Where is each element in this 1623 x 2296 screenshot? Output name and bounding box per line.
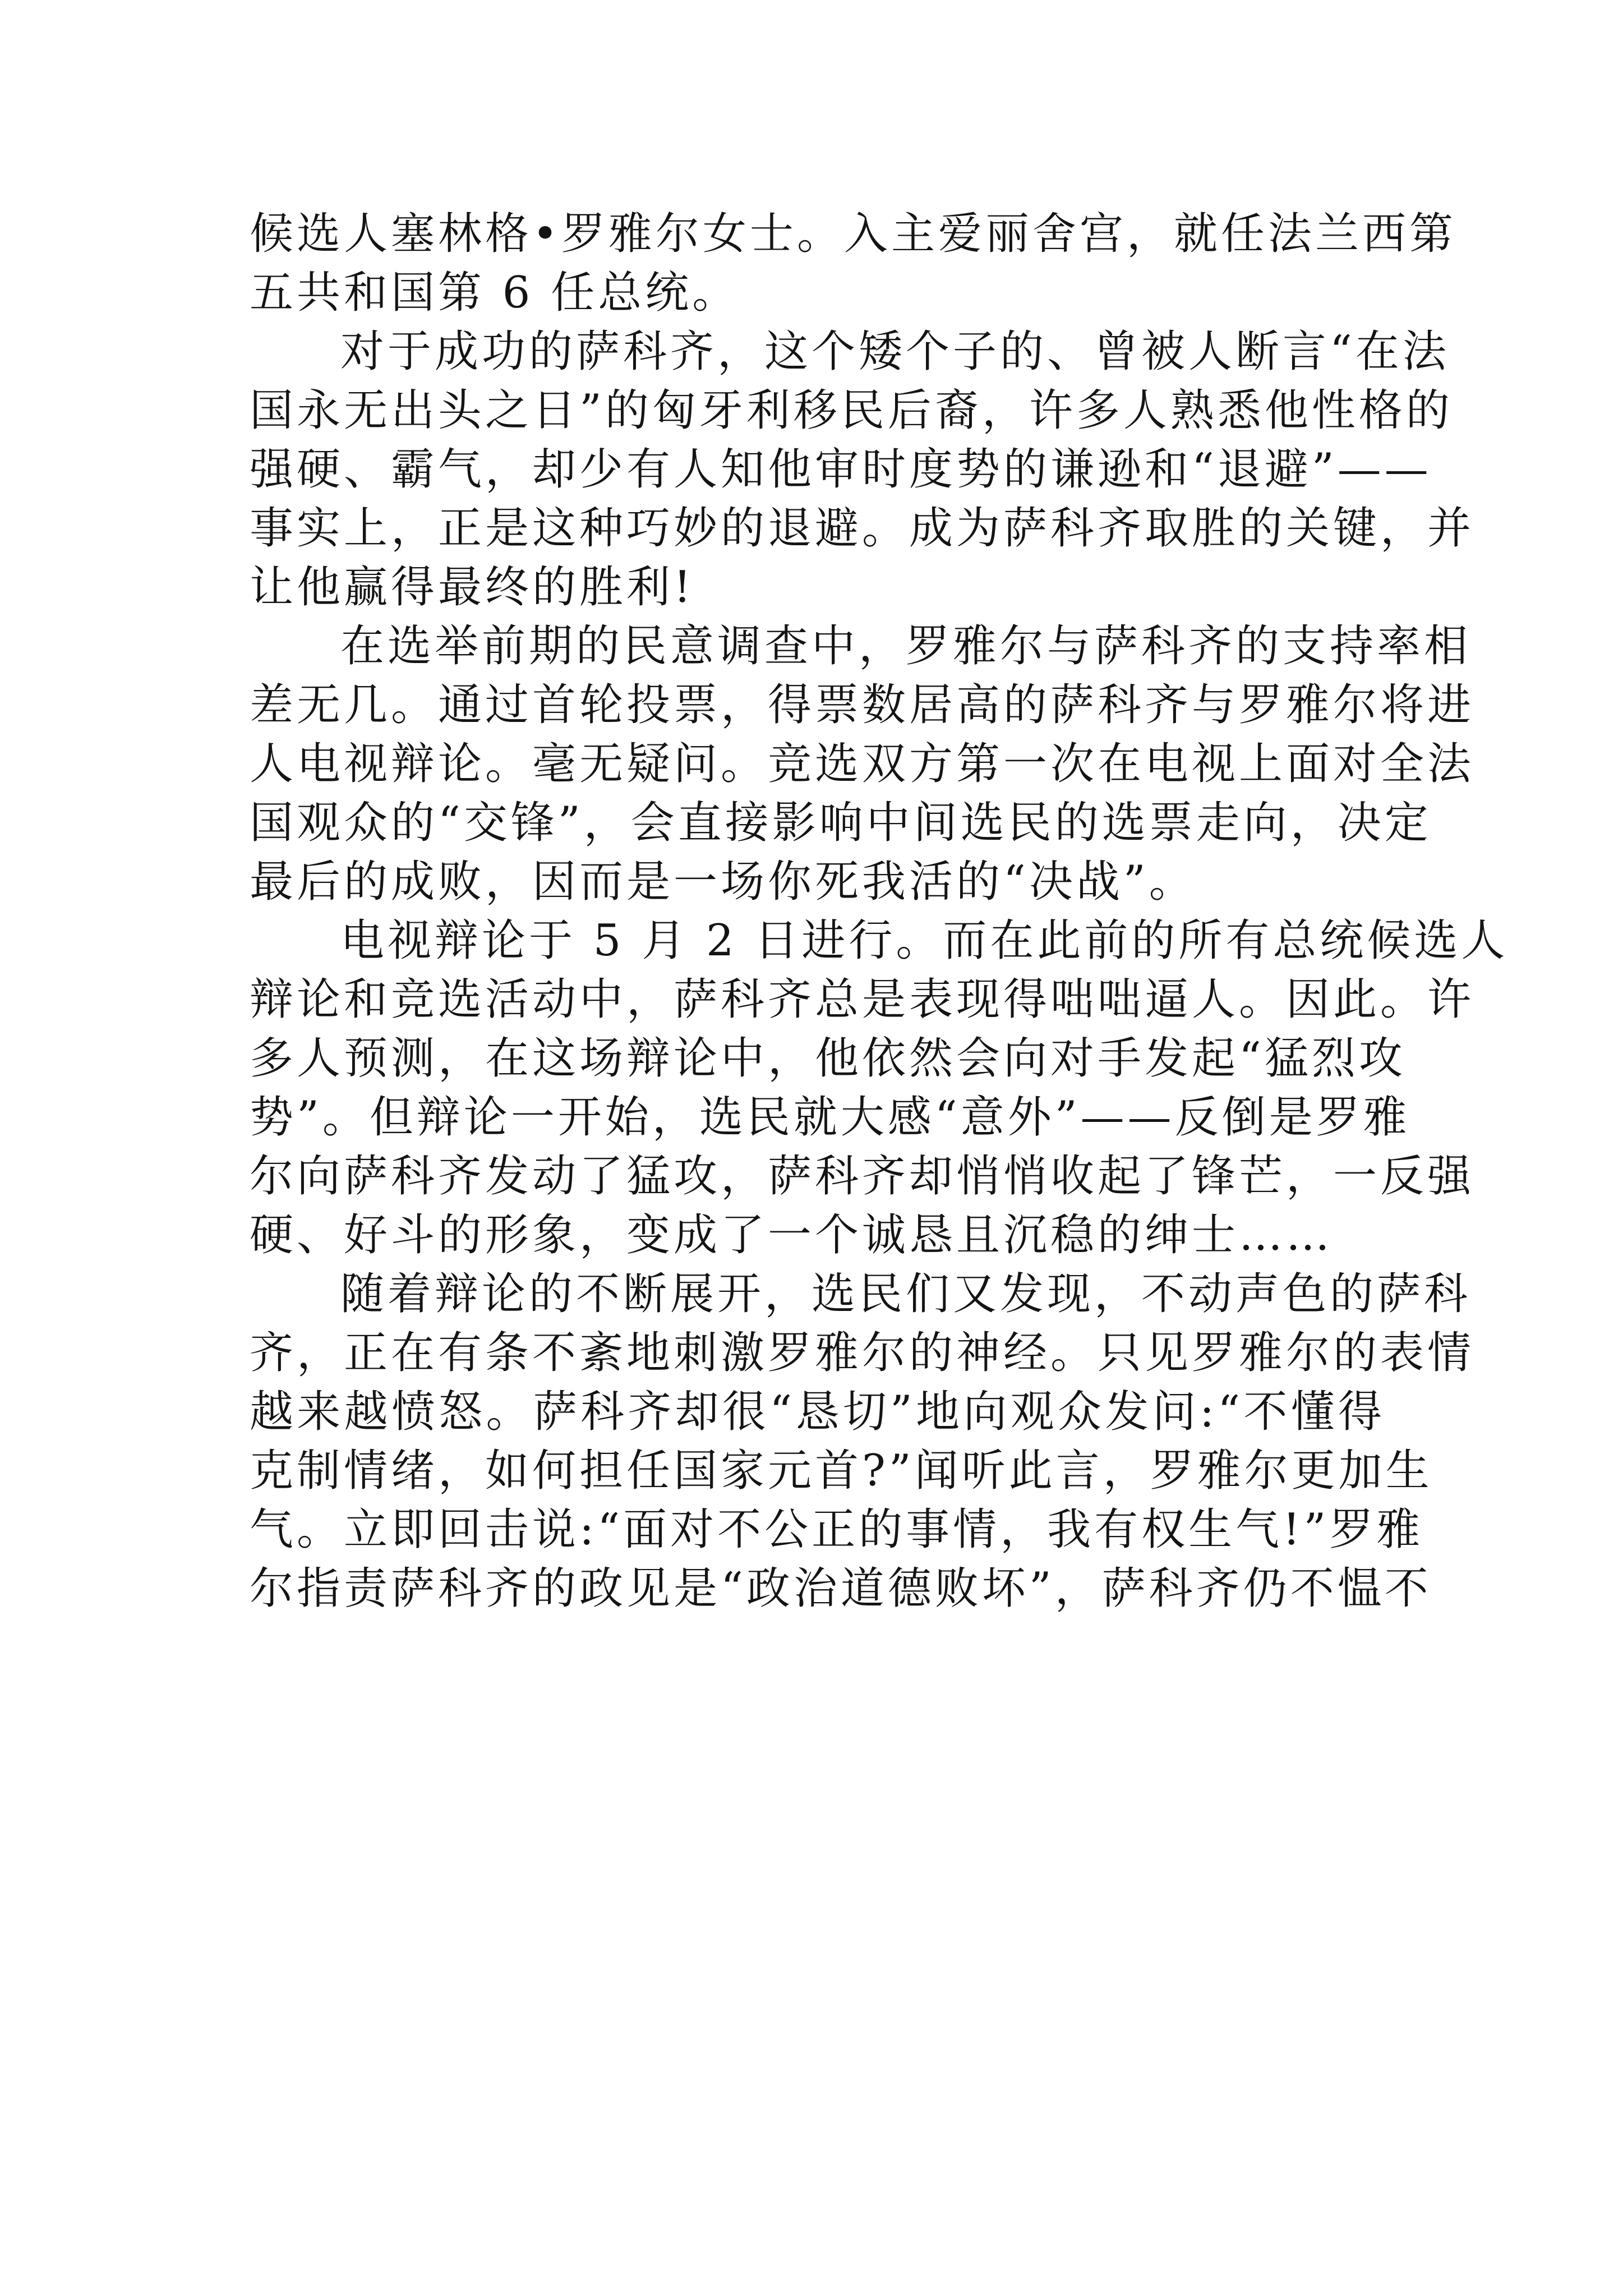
text-line: 最后的成败，因而是一场你死我活的“决战”。 <box>250 857 1196 907</box>
text-line: 多人预测，在这场辩论中，他依然会向对手发起“猛烈攻 <box>250 1033 1406 1084</box>
text-line: 差无几。通过首轮投票，得票数居高的萨科齐与罗雅尔将进 <box>250 680 1475 730</box>
text-line: 人电视辩论。毫无疑问。竞选双方第一次在电视上面对全法 <box>250 739 1475 789</box>
text-line: 让他赢得最终的胜利! <box>250 562 695 613</box>
text-line: 齐，正在有条不紊地刺激罗雅尔的神经。只见罗雅尔的表情 <box>250 1328 1475 1378</box>
text-line: 强硬、霸气，却少有人知他审时度势的谦逊和“退避”—— <box>250 444 1432 495</box>
text-line: 五共和国第 6 任总统。 <box>250 268 740 318</box>
text-line: 在选举前期的民意调查中，罗雅尔与萨科齐的支持率相 <box>340 621 1472 671</box>
text-line: 尔指责萨科齐的政见是“政治道德败坏”，萨科齐仍不愠不 <box>250 1563 1432 1614</box>
text-line: 随着辩论的不断展开，选民们又发现，不动声色的萨科 <box>340 1269 1472 1319</box>
text-line: 硬、好斗的形象，变成了一个诚恳且沉稳的绅士…… <box>250 1210 1334 1260</box>
text-line: 候选人塞林格•罗雅尔女士。入主爱丽舍宫，就任法兰西第 <box>250 209 1457 259</box>
text-line: 对于成功的萨科齐，这个矮个子的、曾被人断言“在法 <box>340 326 1450 377</box>
text-line: 势”。但辩论一开始，选民就大感“意外”——反倒是罗雅 <box>250 1092 1410 1143</box>
text-line: 尔向萨科齐发动了猛攻，萨科齐却悄悄收起了锋芒，一反强 <box>250 1151 1475 1202</box>
text-line: 电视辩论于 5 月 2 日进行。而在此前的所有总统候选人 <box>340 915 1509 966</box>
text-line: 事实上，正是这种巧妙的退避。成为萨科齐取胜的关键，并 <box>250 503 1475 554</box>
text-line: 国观众的“交锋”，会直接影响中间选民的选票走向，决定 <box>250 798 1432 848</box>
text-line: 辩论和竞选活动中，萨科齐总是表现得咄咄逼人。因此。许 <box>250 974 1475 1025</box>
body-text <box>250 205 1509 1618</box>
text-line: 国永无出头之日”的匈牙利移民后裔，许多人熟悉他性格的 <box>250 385 1453 436</box>
text-line: 气。立即回击说:“面对不公正的事情，我有权生气!”罗雅 <box>250 1504 1424 1555</box>
text-line: 越来越愤怒。萨科齐却很“恳切”地向观众发问:“不懂得 <box>250 1387 1385 1437</box>
text-line: 克制情绪，如何担任国家元首?”闻听此言，罗雅尔更加生 <box>250 1446 1433 1496</box>
